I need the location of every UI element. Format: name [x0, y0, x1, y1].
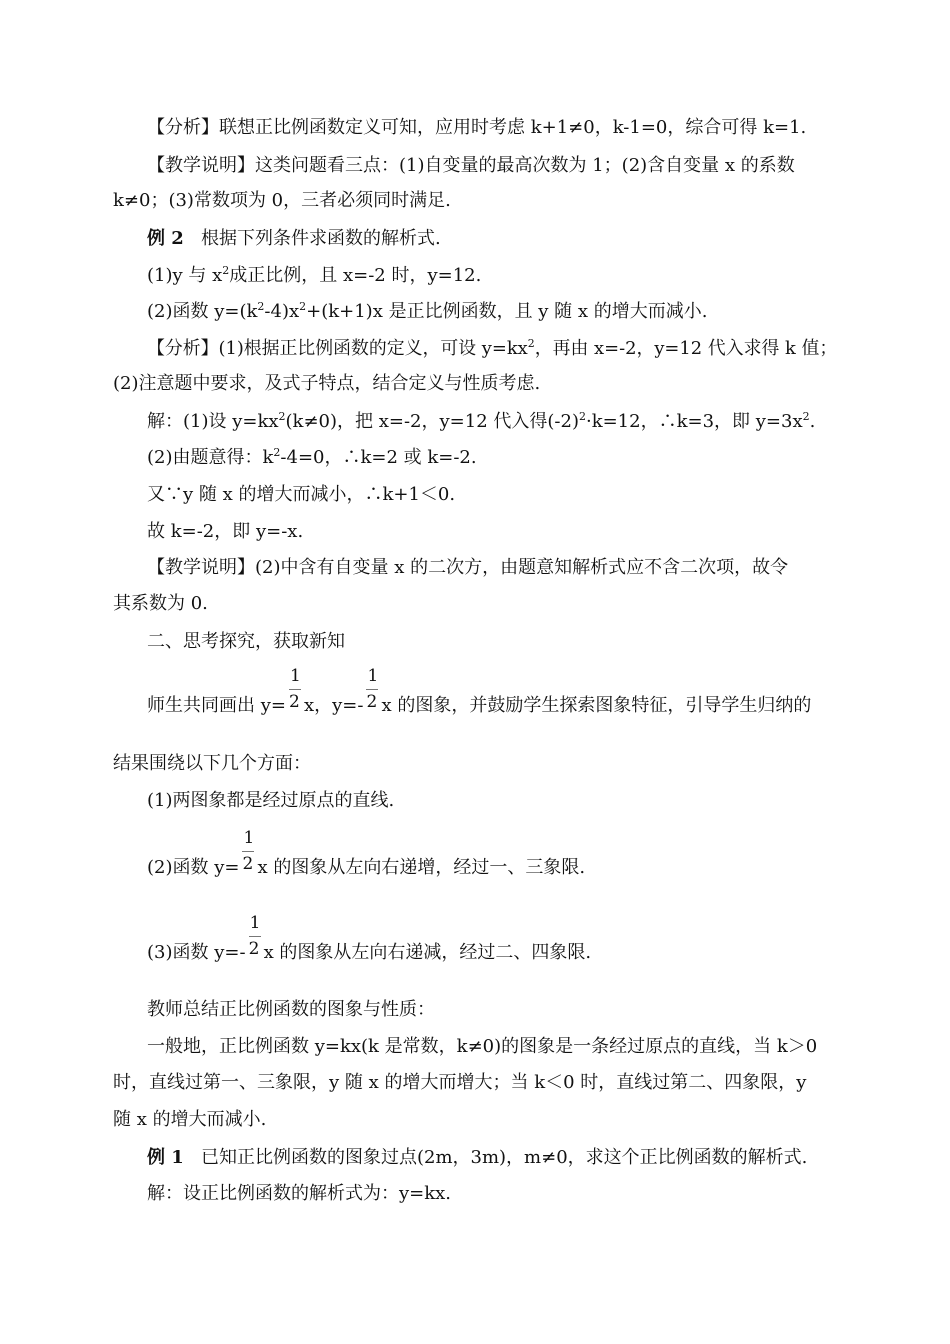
teaching-note-line-1: 【教学说明】这类问题看三点：(1)自变量的最高次数为 1；(2)含自变量 x 的系数	[147, 155, 795, 176]
example-2-condition-1	[147, 265, 481, 287]
example-1-label: 例 1	[147, 1147, 184, 1168]
superscript: 2	[802, 410, 810, 423]
summary-line-1: 一般地，正比例函数 y=kx(k 是常数，k≠0)的图象是一条经过原点的直线，当 k＞0	[147, 1036, 818, 1057]
analysis-paragraph-1: 【分析】联想正比例函数定义可知，应用时考虑 k+1≠0，k-1=0，综合可得 k=1.	[147, 117, 807, 138]
fraction-bar	[242, 851, 254, 852]
fraction-one-half	[241, 828, 255, 879]
superscript: 2	[527, 337, 535, 350]
text-run: .	[809, 411, 816, 432]
fraction-numerator: 1	[249, 913, 261, 933]
solution-line-3: 又∵y 随 x 的增大而减小，∴k+1＜0.	[147, 484, 456, 505]
example-2-text: 根据下列条件求函数的解析式.	[200, 228, 441, 249]
fraction-numerator: 1	[367, 666, 379, 686]
text-run: -4=0，∴k=2 或 k=-2.	[280, 447, 477, 468]
text-run: 【分析】(1)根据正比例函数的定义，可设 y=kx	[147, 338, 528, 359]
summary-line-3: 随 x 的增大而减小.	[113, 1109, 267, 1130]
teaching-note-2-line-2: 其系数为 0.	[113, 593, 208, 614]
fraction-denominator: 2	[242, 854, 254, 874]
solution-line-2	[147, 447, 477, 469]
superscript: 2	[578, 410, 586, 423]
property-3	[147, 913, 592, 964]
example-1-text: 已知正比例函数的图象过点(2m，3m)，m≠0，求这个正比例函数的解析式.	[200, 1147, 808, 1168]
example-2-label: 例 2	[147, 228, 184, 249]
fraction-bar	[289, 689, 301, 690]
text-run: (3)函数 y=-	[147, 942, 246, 963]
text-run: 师生共同画出 y=	[147, 695, 286, 716]
explore-line-1	[147, 666, 812, 717]
fraction-one-half	[248, 913, 262, 964]
text-run: x 的图象从左向右递减，经过二、四象限.	[263, 942, 592, 963]
text-run: 成正比例，且 x=-2 时，y=12.	[229, 265, 482, 286]
text-run: (2)函数 y=	[147, 857, 240, 878]
teacher-summary-heading: 教师总结正比例函数的图象与性质：	[147, 999, 435, 1020]
text-run: x 的图象，并鼓励学生探索图象特征，引导学生归纳的	[381, 695, 812, 716]
text-run: (k≠0)，把 x=-2，y=12 代入得(-2)	[285, 411, 579, 432]
summary-line-2: 时，直线过第一、三象限，y 随 x 的增大而增大；当 k＜0 时，直线过第二、四象限，y	[113, 1072, 807, 1093]
fraction-numerator: 1	[289, 666, 301, 686]
example-1-solution: 解：设正比例函数的解析式为：y=kx.	[147, 1183, 452, 1204]
text-run: (2)函数 y=(k	[147, 301, 258, 322]
fraction-bar	[249, 936, 261, 937]
text-run: ·k=12，∴k=3，即 y=3x	[585, 411, 803, 432]
teaching-note-line-2: k≠0；(3)常数项为 0，三者必须同时满足.	[113, 190, 451, 211]
section-heading-2: 二、思考探究，获取新知	[147, 631, 345, 652]
example-2-condition-2	[147, 301, 708, 323]
superscript: 2	[299, 300, 307, 313]
teaching-note-2-line-1: 【教学说明】(2)中含有自变量 x 的二次方，由题意知解析式应不含二次项，故令	[147, 557, 789, 578]
example-1-heading	[147, 1147, 807, 1169]
fraction-one-half	[288, 666, 302, 717]
text-run: -4)x	[264, 301, 300, 322]
fraction-denominator: 2	[248, 939, 260, 959]
fraction-bar	[366, 689, 378, 690]
text-run: 解：(1)设 y=kx	[147, 411, 279, 432]
fraction-numerator: 1	[243, 828, 255, 848]
text-run: (1)y 与 x	[147, 265, 223, 286]
analysis-paragraph-2-line-2: (2)注意题中要求，及式子特点，结合定义与性质考虑.	[113, 373, 541, 394]
text-run: (2)由题意得：k	[147, 447, 274, 468]
solution-line-1	[147, 411, 815, 433]
solution-line-4: 故 k=-2，即 y=-x.	[147, 521, 304, 542]
property-1: (1)两图象都是经过原点的直线.	[147, 790, 395, 811]
property-2	[147, 828, 586, 879]
superscript: 2	[273, 446, 281, 459]
text-run: x 的图象从左向右递增，经过一、三象限.	[257, 857, 586, 878]
superscript: 2	[278, 410, 286, 423]
text-run: +(k+1)x 是正比例函数，且 y 随 x 的增大而减小.	[306, 301, 708, 322]
superscript: 2	[257, 300, 265, 313]
superscript: 2	[222, 264, 230, 277]
text-run: ，再由 x=-2，y=12 代入求得 k 值；	[534, 338, 838, 359]
example-2-heading	[147, 228, 441, 250]
text-run: x，y=-	[303, 695, 364, 716]
fraction-one-half	[365, 666, 379, 717]
fraction-denominator: 2	[366, 692, 378, 712]
analysis-paragraph-2-line-1	[147, 338, 837, 360]
fraction-denominator: 2	[288, 692, 300, 712]
explore-line-2: 结果围绕以下几个方面：	[113, 753, 311, 774]
